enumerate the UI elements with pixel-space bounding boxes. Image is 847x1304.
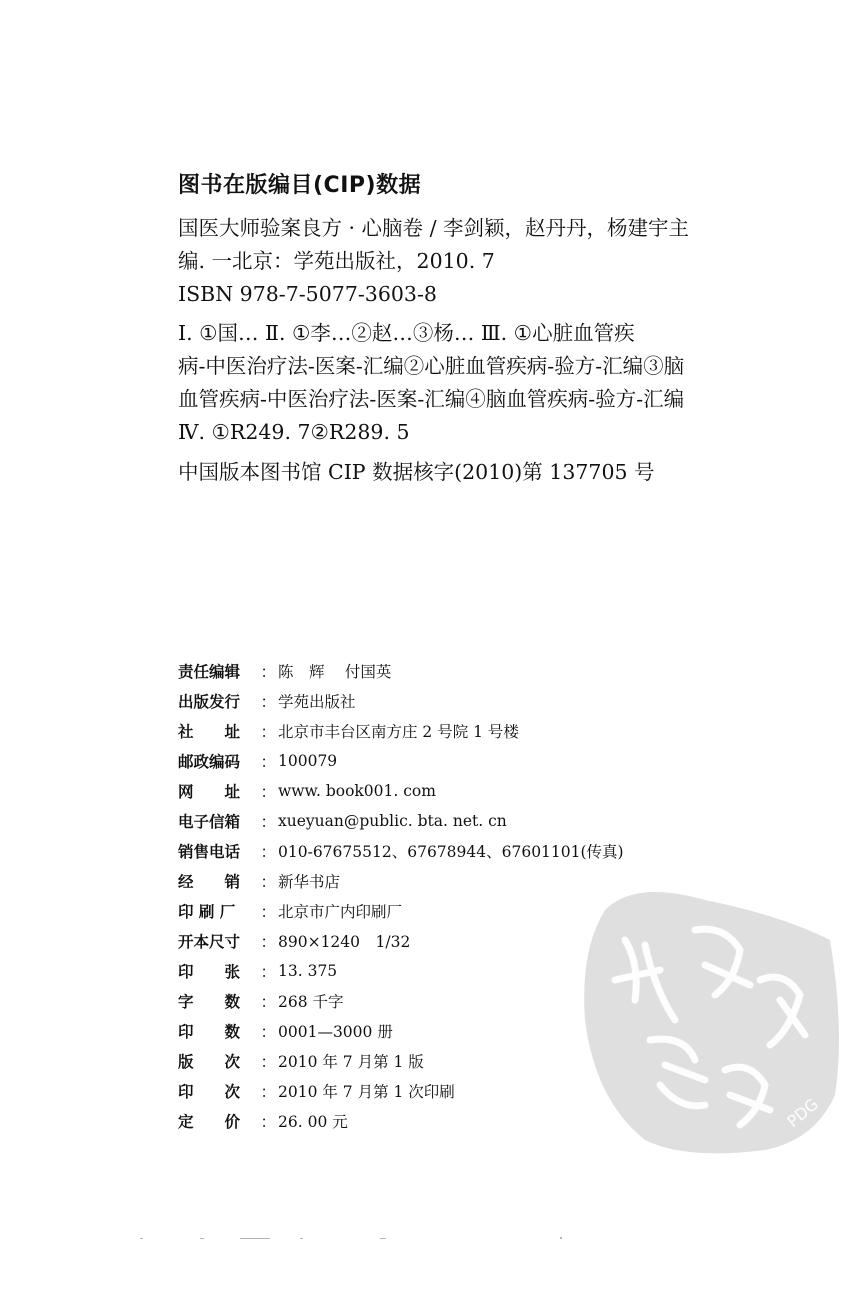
cip-subject-line: 血管疾病-中医治疗法-医案-汇编④脑血管疾病-验方-汇编 bbox=[178, 387, 685, 411]
info-label: 印 刷 厂 bbox=[178, 903, 236, 921]
watermark-seal-icon bbox=[565, 870, 845, 1170]
info-row-address: 社 址 ： 北京市丰台区南方庄 2 号院 1 号楼 bbox=[178, 716, 678, 746]
info-label: 开本尺寸 bbox=[178, 933, 241, 951]
cip-record-line: 编. 一北京：学苑出版社，2010. 7 bbox=[178, 249, 495, 273]
info-value: 北京市广内印刷厂 bbox=[278, 903, 403, 921]
cip-heading: 图书在版编目(CIP)数据 bbox=[178, 173, 422, 198]
info-label: 经 销 bbox=[178, 873, 241, 891]
info-value: www. book001. com bbox=[278, 782, 436, 800]
info-label: 网 址 bbox=[178, 783, 241, 801]
info-label: 电子信箱 bbox=[178, 813, 241, 831]
info-value: xueyuan@public. bta. net. cn bbox=[278, 812, 507, 830]
info-row-sheets: 印 张 ： 13. 375 bbox=[178, 962, 338, 981]
info-label: 邮政编码 bbox=[178, 753, 241, 771]
info-value: 13. 375 bbox=[278, 962, 338, 980]
info-label: 定 价 bbox=[178, 1113, 241, 1131]
info-row-printing: 印 次 ： 2010 年 7 月第 1 次印刷 bbox=[178, 1076, 678, 1106]
info-label: 印 张 bbox=[178, 963, 241, 981]
info-row-postcode: 邮政编码 ： 100079 bbox=[178, 752, 338, 771]
info-label: 印 次 bbox=[178, 1083, 241, 1101]
info-label: 销售电话 bbox=[178, 843, 241, 861]
info-value: 学苑出版社 bbox=[278, 693, 356, 711]
info-row-email: 电子信箱 ： xueyuan@public. bta. net. cn bbox=[178, 812, 507, 831]
info-row-editor: 责任编辑 ： 陈 辉 付国英 bbox=[178, 656, 678, 686]
cip-subject-line: Ⅰ. ①国… Ⅱ. ①李…②赵…③杨… Ⅲ. ①心脏血管疾 bbox=[178, 321, 635, 345]
cip-classification: Ⅳ. ①R249. 7②R289. 5 bbox=[178, 420, 410, 444]
scan-artifact-marks bbox=[140, 1236, 590, 1242]
info-row-website: 网 址 ： www. book001. com bbox=[178, 782, 436, 801]
info-value: 北京市丰台区南方庄 2 号院 1 号楼 bbox=[278, 723, 519, 741]
info-row-format: 开本尺寸 ： 890×1240 1/32 bbox=[178, 926, 678, 956]
info-value: 010-67675512、67678944、67601101(传真) bbox=[278, 843, 624, 861]
info-value: 26. 00 元 bbox=[278, 1113, 348, 1131]
info-value: 2010 年 7 月第 1 版 bbox=[278, 1053, 424, 1071]
info-row-publisher: 出版发行 ： 学苑出版社 bbox=[178, 686, 678, 716]
info-label: 社 址 bbox=[178, 723, 241, 741]
info-value: 2010 年 7 月第 1 次印刷 bbox=[278, 1083, 455, 1101]
info-row-distributor: 经 销 ： 新华书店 bbox=[178, 866, 678, 896]
info-row-print-run: 印 数 ： 0001—3000 册 bbox=[178, 1016, 678, 1046]
info-value: 0001—3000 册 bbox=[278, 1023, 393, 1041]
watermark-text: PDG bbox=[783, 1094, 822, 1132]
info-label: 出版发行 bbox=[178, 693, 241, 711]
info-value: 新华书店 bbox=[278, 873, 341, 891]
info-row-edition: 版 次 ： 2010 年 7 月第 1 版 bbox=[178, 1046, 678, 1076]
info-label: 字 数 bbox=[178, 993, 241, 1011]
info-label: 印 数 bbox=[178, 1023, 241, 1041]
cip-data-number: 中国版本图书馆 CIP 数据核字(2010)第 137705 号 bbox=[178, 460, 655, 484]
info-value: 100079 bbox=[278, 752, 338, 770]
cip-subject-line: 病-中医治疗法-医案-汇编②心脏血管疾病-验方-汇编③脑 bbox=[178, 354, 685, 378]
info-value: 890×1240 1/32 bbox=[278, 933, 411, 951]
cip-isbn: ISBN 978-7-5077-3603-8 bbox=[178, 282, 437, 306]
cip-record-line: 国医大师验案良方 · 心脑卷 / 李剑颖，赵丹丹，杨建宇主 bbox=[178, 216, 689, 240]
info-row-word-count: 字 数 ： 268 千字 bbox=[178, 986, 678, 1016]
cip-record bbox=[178, 212, 798, 311]
info-label: 责任编辑 bbox=[178, 663, 241, 681]
info-row-printer: 印 刷 厂 ： 北京市广内印刷厂 bbox=[178, 896, 678, 926]
info-label: 版 次 bbox=[178, 1053, 241, 1071]
info-row-price: 定 价 ： 26. 00 元 bbox=[178, 1106, 678, 1136]
info-value: 陈 辉 付国英 bbox=[278, 663, 392, 681]
info-value: 268 千字 bbox=[278, 993, 344, 1011]
cip-subject-headings bbox=[178, 317, 798, 449]
info-row-sales-phone: 销售电话 ： 010-67675512、67678944、67601101(传真) bbox=[178, 836, 678, 866]
